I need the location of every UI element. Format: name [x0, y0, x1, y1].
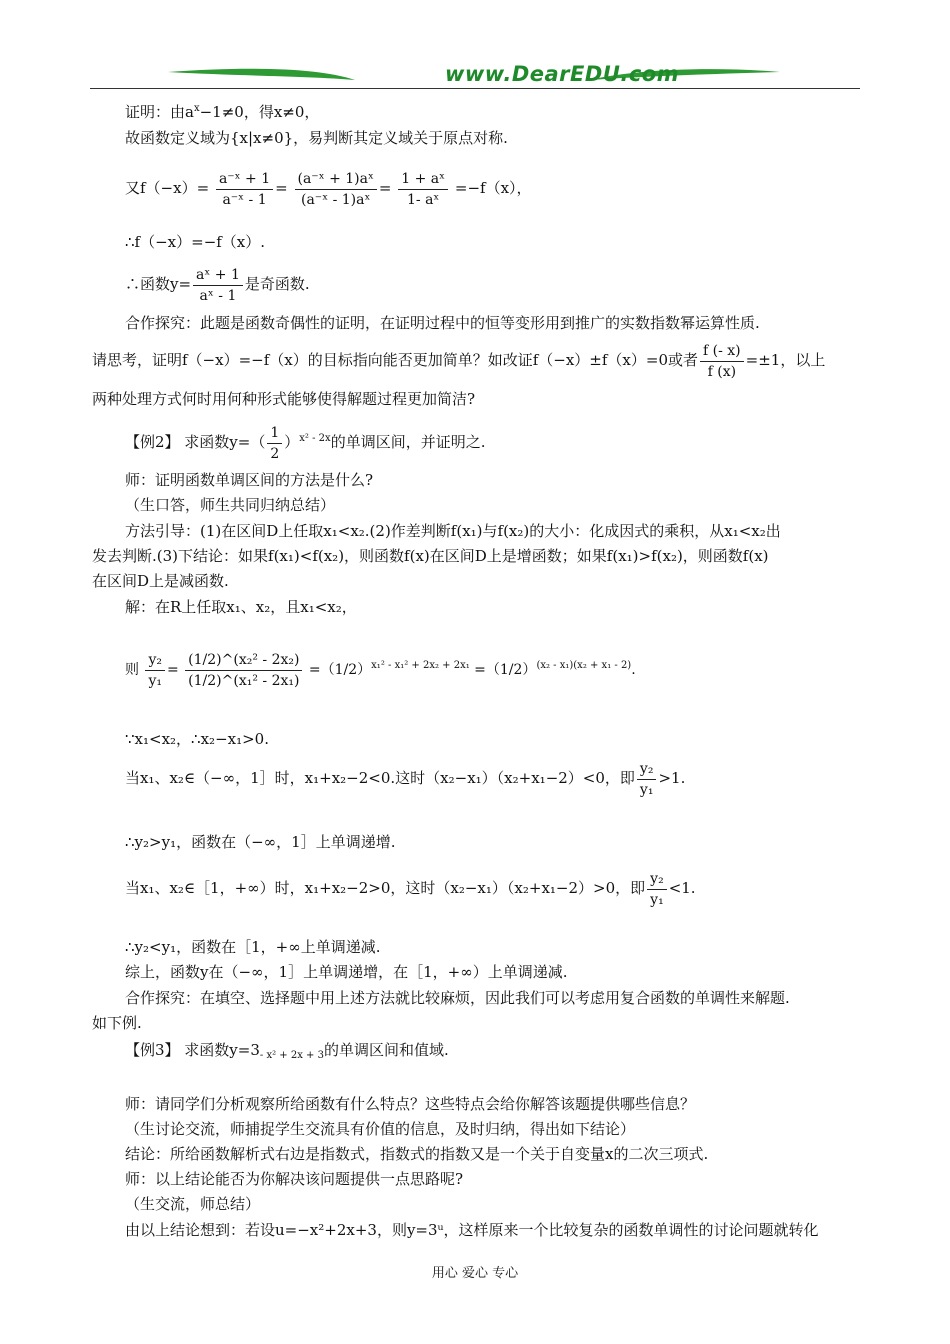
- text: 的单调区间，并证明之.: [330, 433, 486, 451]
- denominator: aˣ - 1: [199, 287, 237, 304]
- line-29: 师：以上结论能否为你解决该问题提供一点思路呢?: [125, 1170, 464, 1188]
- fraction: [700, 341, 744, 382]
- line-24: 如下例.: [92, 1014, 142, 1032]
- page-footer: 用心 爱心 专心: [431, 1266, 519, 1281]
- text: 当x₁、x₂∈（−∞，1］时，x₁+x₂−2<0.这时（x₂−x₁）（x₂+x₁−2）<0，即: [125, 769, 635, 787]
- denominator: (a⁻ˣ - 1)aˣ: [301, 191, 371, 208]
- line-7: [92, 338, 825, 382]
- text: 又f（−x）=: [125, 179, 210, 197]
- fraction: [398, 169, 448, 210]
- text: <1.: [668, 879, 696, 897]
- text: 是奇函数.: [244, 275, 310, 293]
- denominator: 1- aˣ: [406, 191, 440, 208]
- line-22: 综上，函数y在（−∞，1］上单调递增，在［1，+∞）上单调递减.: [125, 963, 568, 981]
- line-23: 合作探究：在填空、选择题中用上述方法就比较麻烦，因此我们可以考虑用复合函数的单调性来解题.: [125, 989, 790, 1007]
- exponent: (x₂ - x₁)(x₂ + x₁ - 2): [536, 660, 632, 671]
- line-18: [125, 756, 685, 800]
- line-17: ∵x₁<x₂，∴x₂−x₁>0.: [125, 730, 269, 748]
- denominator: f (x): [707, 363, 737, 380]
- fraction: [295, 169, 377, 210]
- line-1: [125, 102, 319, 122]
- line-31: 由以上结论想到：若设u=−x²+2x+3，则y=3ᵘ，这样原来一个比较复杂的函数单调性的讨论问题就转化: [125, 1221, 819, 1239]
- numerator: a⁻ˣ + 1: [216, 169, 273, 190]
- fraction: [193, 265, 243, 306]
- numerator: (a⁻ˣ + 1)aˣ: [295, 169, 377, 190]
- line-14: 在区间D上是减函数.: [92, 572, 229, 590]
- numerator: (1/2)^(x₂² - 2x₂): [185, 650, 302, 671]
- page-header: [90, 58, 860, 92]
- line-26: 师：请同学们分析观察所给函数有什么特点？这些特点会给你解答该题提供哪些信息？: [125, 1095, 696, 1113]
- line-16-equation: 则 $\frac{\text{y₂}}{\text{y₁}}$ = $\frac{\text{(1/2)\textasciicircum{}(x₂² - 2x₂)}}{\text{(1/2)\textasciicircum{}(x₁² - 2x₁)}}$ $=(1/2)^{x_1^2 - x_1^2 + 2x_2 + 2x_1} =(1/2)^{(x_2 - x_1)(x_2 + x_1 - 2)}$.: [125, 651, 636, 689]
- exponent: x₁² - x₁² + 2x₂ + 2x₁: [371, 660, 470, 671]
- fraction: [637, 759, 657, 800]
- numerator: 1: [267, 423, 282, 444]
- numerator: 1 + aˣ: [398, 169, 448, 190]
- line-30: （生交流，师总结）: [125, 1195, 261, 1213]
- denominator: y₁: [148, 672, 162, 689]
- header-rule: [90, 88, 860, 89]
- denominator: (1/2)^(x₁² - 2x₁): [188, 672, 300, 689]
- text: =±1，以上: [745, 351, 826, 369]
- line-21: ∴y₂<y₁，函数在［1，+∞上单调递减.: [125, 938, 381, 956]
- text: >1.: [658, 769, 686, 787]
- line-11: （生口答，师生共同归纳总结）: [125, 496, 336, 514]
- text: −1≠0，得x≠0，: [199, 103, 320, 121]
- line-28: 结论：所给函数解析式右边是指数式，指数式的指数又是一个关于自变量x的二次三项式.: [125, 1145, 709, 1163]
- text: ∴函数y=: [125, 275, 192, 293]
- numerator: aˣ + 1: [193, 265, 243, 286]
- line-8: 两种处理方式何时用何种形式能够使得解题过程更加简洁?: [92, 390, 476, 408]
- line-5-equation: [125, 262, 310, 306]
- exponent: x² - 2x: [299, 433, 331, 444]
- line-25-example-3: [125, 1040, 449, 1060]
- line-10: 师：证明函数单调区间的方法是什么?: [125, 471, 374, 489]
- fraction: [647, 869, 667, 910]
- text: =（1/2）: [474, 662, 537, 678]
- fraction: [267, 423, 282, 464]
- text: =（1/2）: [308, 662, 372, 678]
- line-27: （生讨论交流，师捕捉学生交流具有价值的信息，及时归纳，得出如下结论）: [125, 1120, 636, 1138]
- denominator: y₁: [639, 781, 654, 798]
- line-2: 故函数定义域为{x|x≠0}，易判断其定义域关于原点对称.: [125, 129, 508, 147]
- site-brand[interactable]: www.DearEDU.com: [445, 62, 680, 86]
- denominator: y₁: [650, 891, 664, 908]
- numerator: y₂: [647, 869, 667, 890]
- denominator: a⁻ˣ - 1: [222, 191, 267, 208]
- text: 的单调区间和值域.: [323, 1041, 449, 1059]
- numerator: y₂: [637, 759, 657, 780]
- text: 【例2】 求函数y=（: [125, 433, 266, 451]
- text: 证明：由a: [125, 103, 194, 121]
- line-12: 方法引导：(1)在区间D上任取x₁<x₂.(2)作差判断f(x₁)与f(x₂)的大小：化成因式的乘积，从x₁<x₂出: [125, 522, 781, 540]
- line-6: 合作探究：此题是函数奇偶性的证明，在证明过程中的恒等变形用到推广的实数指数幂运算性质.: [125, 314, 760, 332]
- fraction: [216, 169, 273, 210]
- exponent: - x² + 2x + 3: [259, 1050, 324, 1061]
- text: 请思考，证明f（−x）=−f（x）的目标指向能否更加简单？如改证f（−x）±f（x）=0或者: [92, 351, 699, 369]
- text: =−f（x），: [454, 179, 532, 197]
- text: 【例3】 求函数y=3: [125, 1041, 260, 1059]
- line-15: 解：在R上任取x₁、x₂，且x₁<x₂，: [125, 598, 357, 616]
- line-3-equation: 又f（−x）= $\frac{\text{a⁻ˣ + 1}}{\text{a⁻ˣ - 1}}$ = $\frac{\text{(a⁻ˣ + 1)aˣ}}{\text{(a⁻ˣ - 1)aˣ}}$ = $\frac{\text{1 + aˣ}}{\text{1- aˣ}}$ =−f（x），: [125, 170, 532, 208]
- exponent: x: [193, 103, 200, 114]
- text: 则: [125, 662, 139, 678]
- line-4: ∴f（−x）=−f（x）.: [125, 233, 266, 251]
- line-20: [125, 866, 696, 910]
- text: .: [631, 662, 636, 678]
- fraction: [145, 650, 165, 691]
- denominator: 2: [270, 445, 280, 462]
- line-9-example-2: 【例2】 求函数y=（ $\frac{1}{2}$ ）$^{x^2 - 2x}$的单调区间，并证明之.: [125, 424, 486, 462]
- numerator: f (- x): [700, 341, 744, 362]
- line-19: ∴y₂>y₁，函数在（−∞，1］上单调递增.: [125, 833, 396, 851]
- numerator: y₂: [145, 650, 165, 671]
- line-13: 发去判断.(3)下结论：如果f(x₁)<f(x₂)，则函数f(x)在区间D上是增函数；如果f(x₁)>f(x₂)，则函数f(x): [92, 547, 769, 565]
- text: 当x₁、x₂∈［1，+∞）时，x₁+x₂−2>0，这时（x₂−x₁）（x₂+x₁−2）>0，即: [125, 879, 646, 897]
- fraction: [185, 650, 302, 691]
